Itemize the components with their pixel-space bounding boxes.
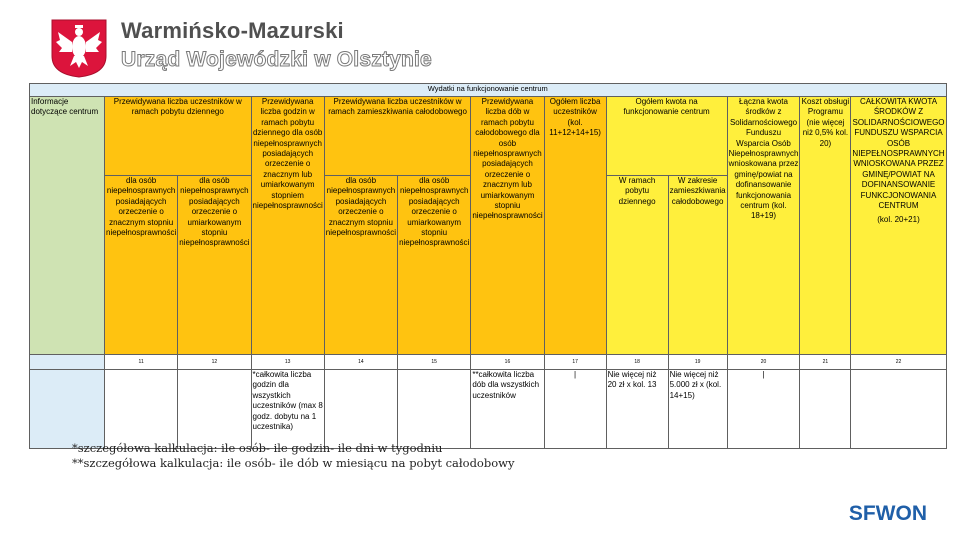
col-number: 11 <box>105 355 178 370</box>
header-residential-moderate: dla osób niepełnosprawnych posiadających orzeczenie o umiarkowanym stopniu niepełnosprawności <box>398 176 471 355</box>
col-number: 18 <box>606 355 668 370</box>
col-number: 22 <box>851 355 946 370</box>
col-number: 12 <box>178 355 251 370</box>
col-number: 13 <box>251 355 324 370</box>
office-name-line2: Urząd Wojewódzki w Olsztynie <box>121 48 432 71</box>
header-residential-severe: dla osób niepełnosprawnych posiadających orzeczenie o znacznym stopniu niepełnosprawności <box>324 176 397 355</box>
header-total-requested-text: CAŁKOWITA KWOTA ŚRODKÓW Z SOLIDARNOŚCIOWEGO FUNDUSZU WSPARCIA OSÓB NIEPEŁNOSPRAWNYCH WNIOSKOWANA PRZEZ GMINĘ/POWIAT NA DOFINANSOWANIE FUNKCJONOWANIA CENTRUM <box>852 97 945 210</box>
col-number: 14 <box>324 355 397 370</box>
header-day-severe: dla osób niepełnosprawnych posiadających orzeczenie o znacznym stopniu niepełnosprawności <box>105 176 178 355</box>
data-cell-hours-note: *całkowita liczba godzin dla wszystkich uczestników (max 8 godz. dobytu na 1 uczestnika) <box>251 370 324 449</box>
data-cell <box>324 370 397 449</box>
data-cell-mark: | <box>544 370 606 449</box>
header-day-hours: Przewidywana liczba godzin w ramach pobytu dziennego dla osób niepełnosprawnych posiadających orzeczenie o znacznym lub umiarkowanym stopniem niepełnosprawności <box>251 97 324 355</box>
data-cell <box>800 370 851 449</box>
col-number: 17 <box>544 355 606 370</box>
data-cell-day-limit: Nie więcej niż 20 zł x kol. 13 <box>606 370 668 449</box>
header-service-cost: Koszt obsługi Programu (nie więcej niż 0,5% kol. 20) <box>800 97 851 355</box>
office-name-line1: Warmińsko-Mazurski <box>121 18 344 43</box>
col-number: 16 <box>471 355 544 370</box>
table-title: Wydatki na funkcjonowanie centrum <box>30 84 947 97</box>
col-number: 19 <box>668 355 727 370</box>
data-cell-centre <box>30 370 105 449</box>
footnote-2: **szczegółowa kalkulacja: ile osób- ile dób w miesiącu na pobyt całodobowy <box>72 456 515 470</box>
header-requested-amount: Łączna kwota środków z Solidarnościowego Funduszu Wsparcia Osób Niepełnosprawnych wnioskowana przez gminę/powiat na dofinansowanie funkcjonowania centrum (kol. 18+19) <box>727 97 800 355</box>
data-cell <box>178 370 251 449</box>
header-day-participants: Przewidywana liczba uczestników w ramach pobytu dziennego <box>105 97 252 176</box>
header-total-requested-sub: (kol. 20+21) <box>877 215 920 225</box>
col-number: 15 <box>398 355 471 370</box>
header-residential-participants: Przewidywana liczba uczestników w ramach zamieszkiwania całodobowego <box>324 97 471 176</box>
polish-eagle-emblem-icon <box>50 18 108 78</box>
data-cell-days-note: **całkowita liczba dób dla wszystkich uczestników <box>471 370 544 449</box>
header-residential-amount: W zakresie zamieszkiwania całodobowego <box>668 176 727 355</box>
header-day-moderate: dla osób niepełnosprawnych posiadających orzeczenie o umiarkowanym stopniu niepełnosprawności <box>178 176 251 355</box>
data-cell <box>851 370 946 449</box>
header-total-participants: Ogółem liczba uczestników (kol. 11+12+14+15) <box>544 97 606 355</box>
header-residential-days: Przewidywana liczba dób w ramach pobytu całodobowego dla osób niepełnosprawnych posiadających orzeczenie o znacznym lub umiarkowanym stopniu niepełnosprawności <box>471 97 544 355</box>
num-cell-blank <box>30 355 105 370</box>
data-cell-residential-limit: Nie więcej niż 5.000 zł x (kol. 14+15) <box>668 370 727 449</box>
col-number: 21 <box>800 355 851 370</box>
expenses-table <box>29 83 947 449</box>
header-centre-info: Informacje dotyczące centrum <box>30 97 105 355</box>
col-number: 20 <box>727 355 800 370</box>
footnote-1: *szczegółowa kalkulacja: ile osób- ile godzin- ile dni w tygodniu <box>72 441 443 455</box>
header-total-requested <box>851 97 946 355</box>
data-cell <box>398 370 471 449</box>
header-total-amount: Ogółem kwota na funkcjonowanie centrum <box>606 97 727 176</box>
header-day-amount: W ramach pobytu dziennego <box>606 176 668 355</box>
data-cell <box>105 370 178 449</box>
sfwon-logo-text: SFWON <box>848 502 927 525</box>
data-cell-mark: | <box>727 370 800 449</box>
footnotes <box>72 441 514 471</box>
